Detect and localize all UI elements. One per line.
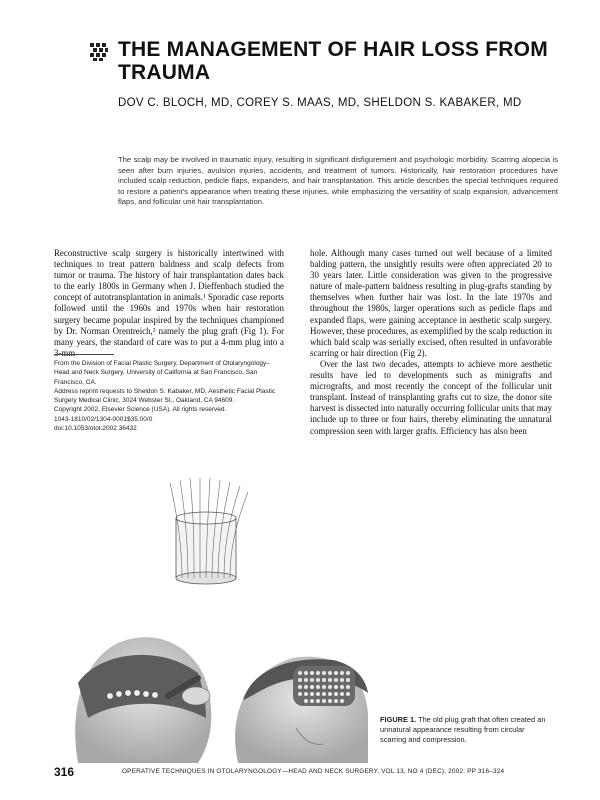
footnote-affiliation: From the Division of Facial Plastic Surgery, Department of Otolaryngology–Head and Neck Surgery, University of California at San Francisco, San Francisco, CA. — [54, 360, 270, 386]
body-paragraph-3: Over the last two decades, attempts to achieve more aesthetic results have led to developments such as minigrafts and micrografts, and most recently the concept of the follicular unit transplant. Instead of transplanting grafts cut to size, the donor site harvest is dissected into naturally occurring follicular units that may include up to three or four hairs, thereby eliminating the unnatural compression seen with larger grafts. Efficiency has also been — [310, 358, 552, 436]
author-list: DOV C. BLOCH, MD, COREY S. MAAS, MD, SHELDON S. KABAKER, MD — [118, 97, 522, 109]
figure-1-illustration — [48, 478, 368, 763]
page-number: 316 — [54, 765, 75, 779]
journal-footer: OPERATIVE TECHNIQUES IN OTOLARYNGOLOGY—HEAD AND NECK SURGERY, VOL 13, NO 4 (DEC), 2002: PP 316–324 — [122, 768, 505, 775]
right-column — [310, 248, 552, 437]
footnote-doi: doi:10.1053/otot.2002.36432 — [54, 425, 137, 433]
footnote — [54, 359, 284, 433]
top-of-head-drawing — [235, 657, 368, 763]
left-column — [54, 248, 284, 359]
title-line-1: THE MANAGEMENT OF HAIR LOSS FROM — [118, 38, 548, 61]
article-title — [118, 38, 558, 84]
journal-logo-icon — [89, 42, 109, 62]
figure-caption — [380, 715, 552, 746]
footnote-reprints: Address reprint requests to Sheldon S. Kabaker, MD, Aesthetic Facial Plastic Surgery Medical Clinic, 3024 Webster St., Oakland, CA 94609. — [54, 387, 276, 405]
body-paragraph-2: hole. Although many cases turned out well because of a limited balding pattern, the unsightly results were often appreciated 20 to 30 years later. Little consideration was given to the progressive nature of male-pattern baldness resulting in plug-grafts standing by themselves when further hair was lost. In the late 1970s and throughout the 1980s, larger operations such as pedicle flaps and expanded flaps, were gaining acceptance in aesthetic scalp surgery. However, these procedures, as exemplified by the scalp reduction in which bald scalp was serially excised, often resulted in unfavorable scarring or hair direction (Fig 2). — [310, 248, 552, 358]
footnote-divider — [54, 354, 114, 355]
plug-graft-drawing — [170, 478, 248, 584]
body-paragraph-1: Reconstructive scalp surgery is historically intertwined with techniques to treat pattern baldness and scalp defects from tumor or trauma. The history of hair transplantation dates back to the early 1800s in Germany when J. Dieffenbach studied the concept of autotransplantation in animals.¹ Sporadic case reports followed until the 1960s and 1970s when hair restoration surgery became popular inspired by the techniques championed by Dr. Norman Orentreich,² namely the plug graft (Fig 1). For many years, the standard of care was to put a 4-mm plug into a 3-mm — [54, 248, 284, 358]
figure-caption-text: The old plug graft that often created an unnatural appearance resulting from circular scarring and compression. — [380, 715, 546, 745]
abstract: The scalp may be involved in traumatic injury, resulting in significant disfigurement and psychologic morbidity. Scarring alopecia is seen after burn injuries, avulsion injuries, accidents, and treatment of tumors. Historically, hair restoration procedures have included scalp reduction, pedicle flaps, expanders, and hair transplantation. This article describes the special techniques required to restore a patient's appearance when treating these injuries, while emphasizing the versatility of scalp expansion, advancement flaps, and follicular unit hair transplantation. — [118, 155, 558, 207]
footnote-issn: 1043-1810/02/1304-0001$35.00/0 — [54, 415, 153, 423]
back-of-head-drawing — [75, 637, 211, 763]
figure-label: FIGURE 1. — [380, 715, 417, 724]
title-line-2: TRAUMA — [118, 61, 211, 84]
footnote-copyright: Copyright 2002, Elsevier Science (USA). All rights reserved. — [54, 406, 227, 414]
